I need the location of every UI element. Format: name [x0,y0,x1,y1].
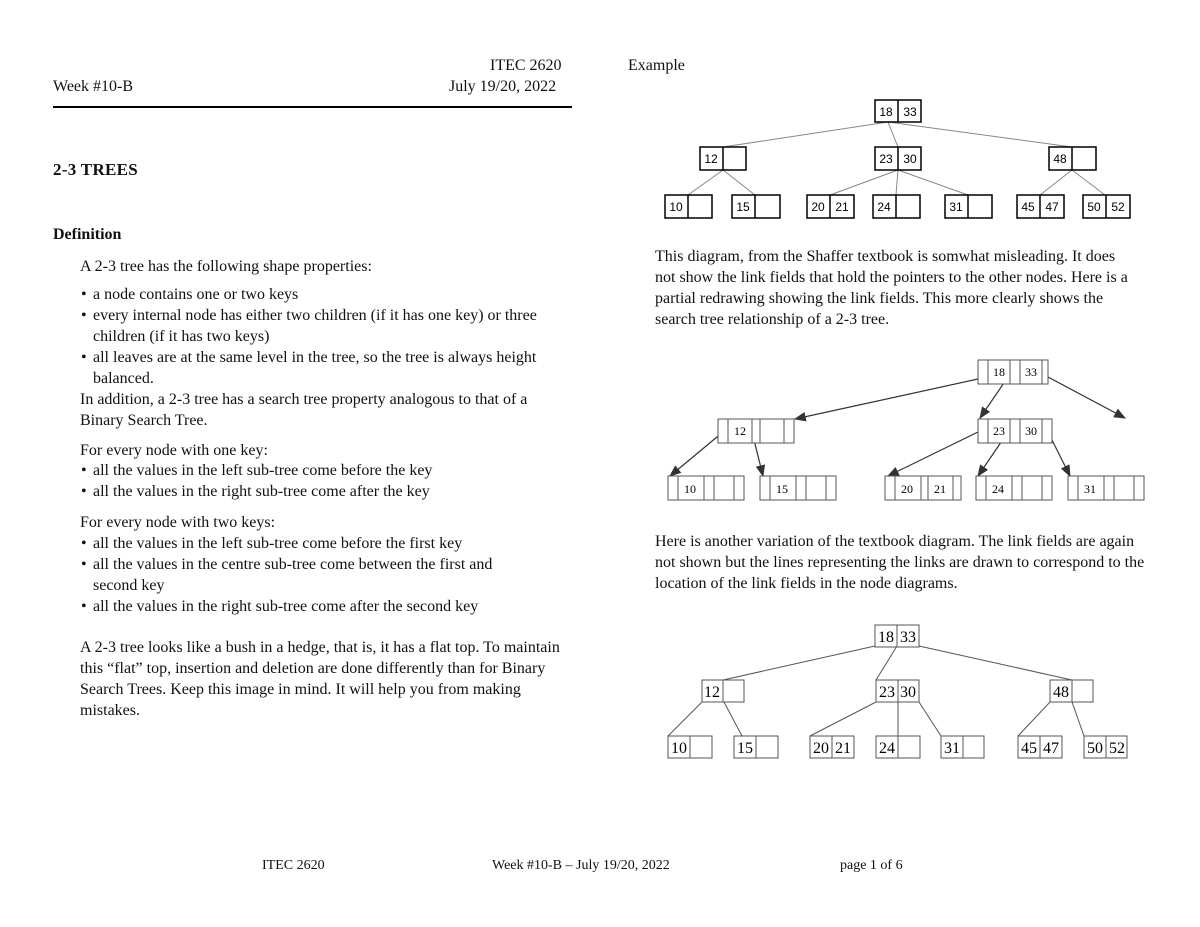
header-week: Week #10-B [53,78,134,95]
node-key: 21 [835,200,849,214]
node-key: 24 [879,740,895,757]
footer-center: Week #10-B – July 19/20, 2022 [492,858,670,873]
node-key: 24 [992,482,1004,496]
node-key: 48 [1053,684,1069,701]
one-key-list [80,460,560,502]
one-key-intro: For every node with one key: [80,442,268,459]
footer-page: page 1 of 6 [840,858,903,873]
list-item: • all the values in the right sub-tree come after the second key [80,596,560,617]
diagram-commentary-1: This diagram, from the Shaffer textbook is somwhat misleading. It does not show the link fields that hold the pointers to the other nodes. Here is a partial redrawing showing the link fields. This more clearly shows the search tree relationship of a 2-3 tree. [655,248,1128,328]
node-key: 10 [684,482,696,496]
node-key: 52 [1109,740,1125,757]
list-item: • all the values in the left sub-tree come before the key [80,460,560,481]
node-key: 18 [993,365,1005,379]
header-date: July 19/20, 2022 [449,78,557,95]
list-item: • every internal node has either two children (if it has one key) or three children (if it has two keys) [80,305,553,347]
list-item: • all leaves are at the same level in the tree, so the tree is always height balanced. [80,347,563,389]
node-key: 23 [993,424,1005,438]
list-item: • all the values in the centre sub-tree come between the first and second key [80,554,533,596]
node-key: 12 [704,684,720,701]
two-key-intro: For every node with two keys: [80,514,276,531]
list-item: • all the values in the right sub-tree come after the key [80,481,560,502]
intro-text: A 2-3 tree has the following shape properties: [80,258,372,275]
node-key: 31 [1084,482,1096,496]
list-item: • all the values in the left sub-tree come before the first key [80,533,560,554]
search-property-text: In addition, a 2-3 tree has a search tree property analogous to that of a Binary Search Tree. [80,391,528,429]
list-item: • a node contains one or two keys [80,284,560,305]
node-key: 31 [949,200,963,214]
node-key: 33 [900,629,916,646]
footer-course: ITEC 2620 [262,858,325,873]
node-key: 52 [1111,200,1125,214]
node-key: 21 [934,482,946,496]
definition-heading: Definition [53,226,122,243]
node-key: 30 [900,684,916,701]
node-key: 18 [879,105,893,119]
node-key: 18 [878,629,894,646]
node-key: 20 [901,482,913,496]
header-course: ITEC 2620 [490,57,562,74]
node-key: 30 [1025,424,1037,438]
node-key: 31 [944,740,960,757]
node-key: 21 [835,740,851,757]
node-key: 20 [811,200,825,214]
diagram-commentary-2: Here is another variation of the textbook diagram. The link fields are again not shown but the lines representing the links are drawn to correspond to the location of the link fields in the node diagrams. [655,533,1145,592]
node-key: 33 [1025,365,1037,379]
node-key: 30 [903,152,917,166]
node-key: 45 [1021,200,1035,214]
node-key: 20 [813,740,829,757]
tree-diagram-variation [660,622,1140,762]
node-key: 23 [879,684,895,701]
example-label: Example [628,57,685,74]
node-key: 10 [669,200,683,214]
node-key: 48 [1053,152,1067,166]
node-key: 15 [736,200,750,214]
node-key: 23 [879,152,893,166]
node-key: 50 [1087,740,1103,757]
tree-diagram-textbook [660,95,1140,225]
node-key: 12 [704,152,718,166]
node-key: 45 [1021,740,1037,757]
node-key: 24 [877,200,891,214]
node-key: 47 [1043,740,1059,757]
node-key: 12 [734,424,746,438]
node-key: 15 [737,740,753,757]
node-key: 50 [1087,200,1101,214]
header-rule [53,106,572,108]
node-key: 15 [776,482,788,496]
tree-diagram-link-fields [660,352,1150,507]
two-key-list [80,533,560,617]
node-key: 33 [903,105,917,119]
node-key: 10 [671,740,687,757]
shape-properties-list [80,284,560,389]
node-key: 47 [1045,200,1059,214]
page-title: 2-3 TREES [53,160,139,179]
bush-paragraph: A 2-3 tree looks like a bush in a hedge, that is, it has a flat top. To maintain this “flat” top, insertion and deletion are done differently than for Binary Search Trees. Keep this image in mind. It will help you from making mistakes. [80,639,560,719]
